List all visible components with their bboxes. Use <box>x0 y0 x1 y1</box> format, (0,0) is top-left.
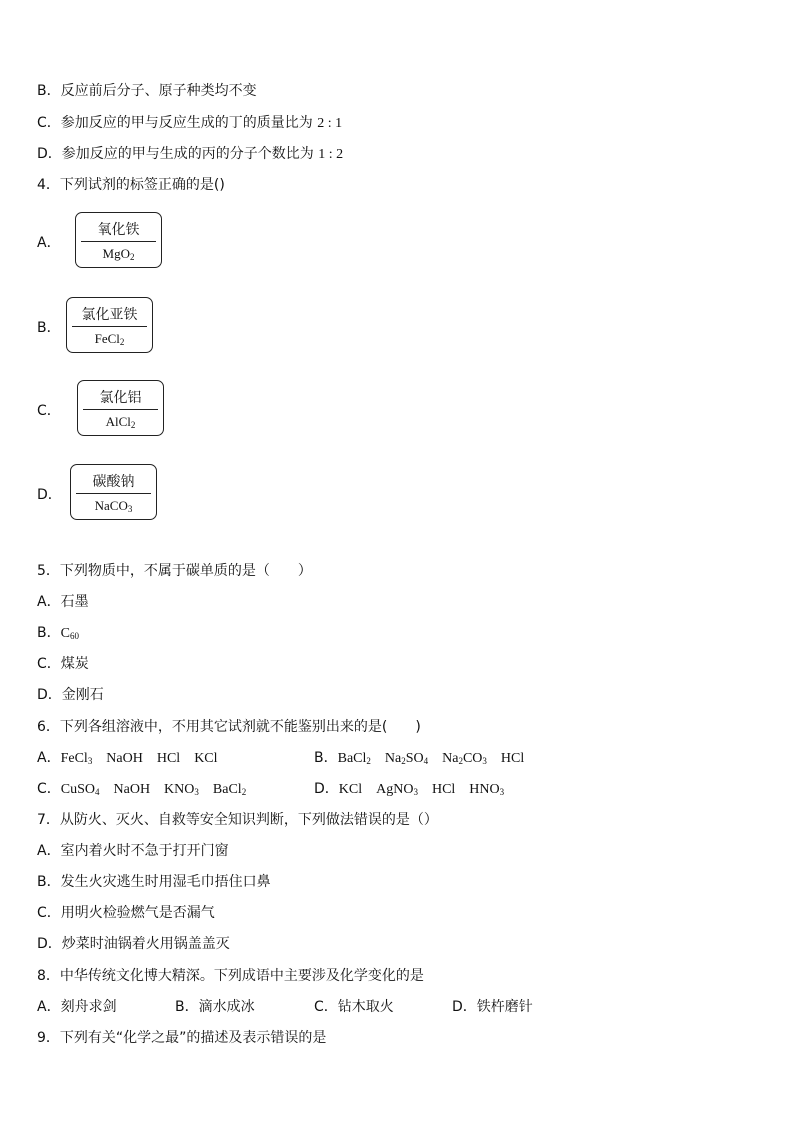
q4-stem: 4．下列试剂的标签正确的是() <box>37 177 225 193</box>
q5-option-c: C．煤炭 <box>37 656 89 672</box>
q3-option-d-ratio: 1 : 2 <box>318 147 344 162</box>
q7-option-b: B．发生火灾逃生时用湿毛巾捂住口鼻 <box>37 874 271 890</box>
q8-option-c: C．钻木取火 <box>314 999 394 1015</box>
q3-option-d <box>37 145 343 164</box>
reagent-label-b <box>66 297 153 353</box>
reagent-formula: NaCO$_3$ <box>94 498 133 514</box>
q8-stem: 8．中华传统文化博大精深。下列成语中主要涉及化学变化的是 <box>37 968 424 984</box>
q7-option-d: D．炒菜时油锅着火用锅盖盖灭 <box>37 936 230 952</box>
reagent-name: 氧化铁 <box>97 222 140 238</box>
q5-option-a: A．石墨 <box>37 594 89 610</box>
reagent-formula: MgO$_2$ <box>102 246 135 262</box>
label-divider <box>72 326 147 327</box>
q9-stem: 9．下列有关“化学之最”的描述及表示错误的是 <box>37 1030 327 1046</box>
q7-option-c: C．用明火检验燃气是否漏气 <box>37 905 215 921</box>
q5-stem: 5．下列物质中，不属于碳单质的是（ ） <box>37 563 312 579</box>
q5-option-d: D．金刚石 <box>37 687 104 703</box>
reagent-label-c <box>77 380 164 436</box>
q5-option-b: B．$C_{60}$ <box>37 625 79 641</box>
q4-option-c-letter: C． <box>37 403 61 419</box>
q3-option-c-text: C．参加反应的甲与反应生成的丁的质量比为 <box>37 115 318 131</box>
q6-option-d: D．KCl AgNO$_3$ HCl $HNO_3$ <box>314 781 505 797</box>
q8-option-a: A．刻舟求剑 <box>37 999 117 1015</box>
q8-option-b: B．滴水成冰 <box>175 999 255 1015</box>
q8-option-d: D．铁杵磨针 <box>452 999 533 1015</box>
q6-option-c: C．CuSO$_4$ NaOH $KNO_3$ BaCl$_2$ <box>37 781 247 797</box>
q7-option-a: A．室内着火时不急于打开门窗 <box>37 843 229 859</box>
reagent-label-d <box>70 464 157 520</box>
reagent-label-a <box>75 212 162 268</box>
q4-option-a-letter: A． <box>37 235 61 251</box>
q4-option-b-letter: B． <box>37 320 61 336</box>
q6-stem: 6．下列各组溶液中，不用其它试剂就不能鉴别出来的是( ) <box>37 719 421 735</box>
q3-option-c-ratio: 2 : 1 <box>317 116 343 131</box>
reagent-name: 氯化铝 <box>99 390 142 406</box>
q3-option-d-text: D．参加反应的甲与生成的丙的分子个数比为 <box>37 146 319 162</box>
label-divider <box>83 409 158 410</box>
reagent-name: 氯化亚铁 <box>81 307 138 323</box>
q4-option-d-letter: D． <box>37 487 62 503</box>
q3-option-c <box>37 114 342 133</box>
reagent-formula: FeCl$_2$ <box>94 331 125 347</box>
q6-option-a: A．FeCl$_3$ NaOH HCl KCl <box>37 750 218 766</box>
label-divider <box>76 493 151 494</box>
q3-option-b: B．反应前后分子、原子种类均不变 <box>37 83 257 99</box>
q7-stem: 7．从防火、灭火、自救等安全知识判断，下列做法错误的是（） <box>37 812 438 828</box>
reagent-name: 碳酸钠 <box>92 474 135 490</box>
reagent-formula: AlCl$_2$ <box>105 414 136 430</box>
label-divider <box>81 241 156 242</box>
q6-option-b: B．BaCl$_2$ $Na_2SO_4$ $Na_2CO_3$ HCl <box>314 750 525 766</box>
